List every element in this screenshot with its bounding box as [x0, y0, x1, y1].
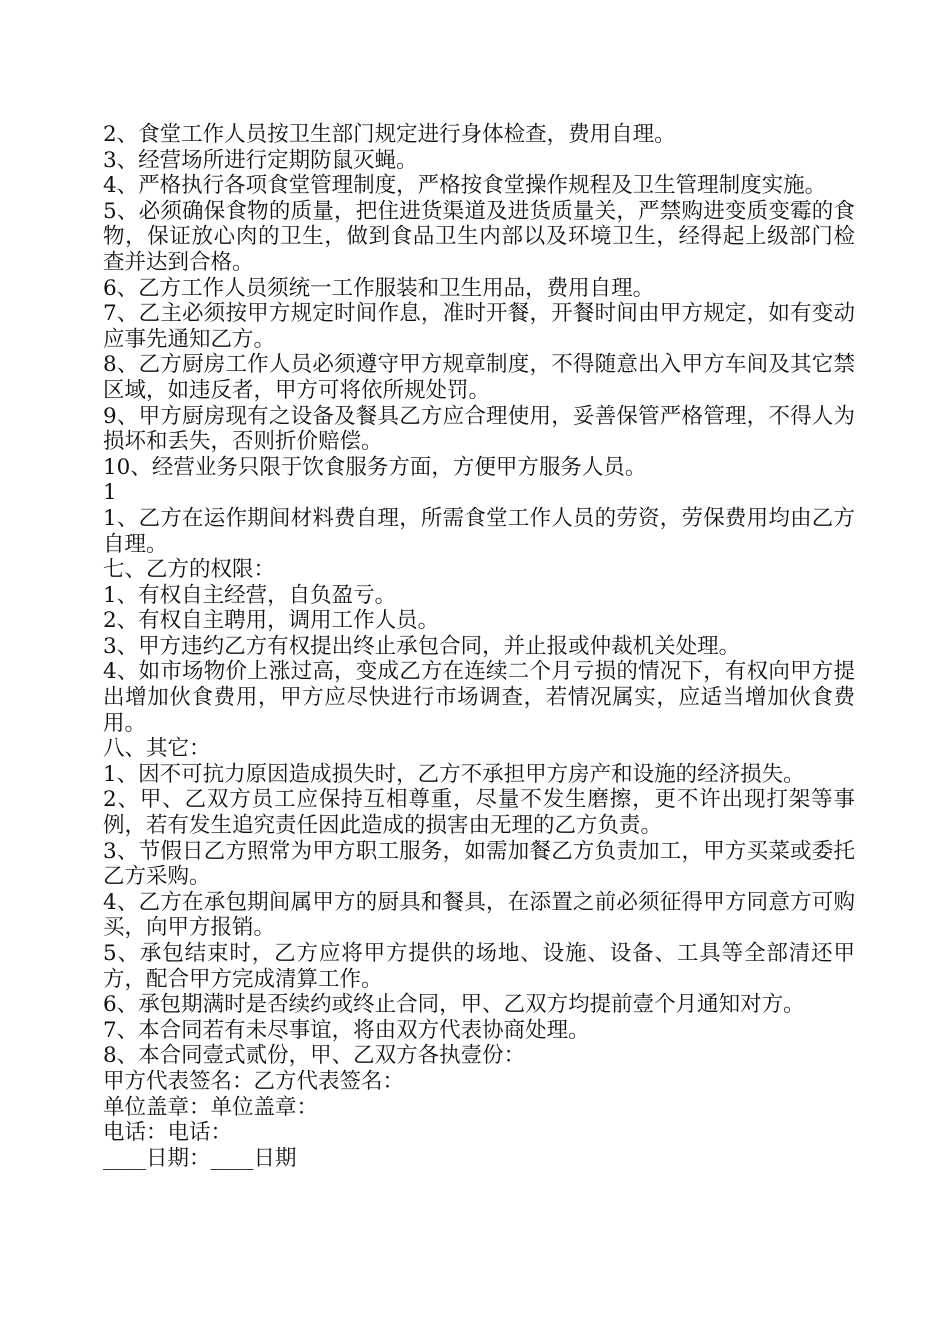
paragraph-holiday-service: 3、节假日乙方照常为甲方职工服务，如需加餐乙方负责加工，甲方买菜或委托乙方采购。 — [103, 838, 855, 890]
signature-line: 甲方代表签名：乙方代表签名： — [103, 1068, 405, 1094]
paragraph-material-costs: 1、乙方在运作期间材料费自理，所需食堂工作人员的劳资，劳保费用均由乙方自理。 — [103, 505, 855, 557]
paragraph-kitchenware-purchase: 4、乙方在承包期间属甲方的厨具和餐具，在添置之前必须征得甲方同意方可购买，向甲方报销。 — [103, 889, 855, 941]
paragraph-unresolved-matters: 7、本合同若有未尽事谊，将由双方代表协商处理。 — [103, 1017, 590, 1043]
paragraph-pest-control: 3、经营场所进行定期防鼠灭蝇。 — [103, 147, 418, 173]
paragraph-copies: 8、本合同壹式贰份，甲、乙双方各执壹份： — [103, 1043, 526, 1069]
paragraph-hygiene-checkup: 2、食堂工作人员按卫生部门规定进行身体检查，费用自理。 — [103, 122, 676, 147]
paragraph-equipment-care: 9、甲方厨房现有之设备及餐具乙方应合理使用，妥善保管严格管理，不得人为损坏和丢失，否则折价赔偿。 — [103, 403, 855, 455]
paragraph-mutual-respect: 2、甲、乙双方员工应保持互相尊重，尽量不发生磨擦，更不许出现打架等事例，若有发生追究责任因此造成的损害由无理的乙方负责。 — [103, 787, 855, 839]
paragraph-termination: 3、甲方违约乙方有权提出终止承包合同，并止报或仲裁机关处理。 — [103, 633, 741, 659]
paragraph-self-operation: 1、有权自主经营，自负盈亏。 — [103, 582, 397, 608]
seal-line: 单位盖章：单位盖章： — [103, 1094, 319, 1120]
paragraph-management-rules: 4、严格执行各项食堂管理制度，严格按食堂操作规程及卫生管理制度实施。 — [103, 173, 827, 199]
paragraph-food-quality: 5、必须确保食物的质量，把住进货渠道及进货质量关，严禁购进变质变霉的食物，保证放心肉的卫生，做到食品卫生内部以及环境卫生，经得起上级部门检查并达到合格。 — [103, 198, 855, 275]
paragraph-renewal-notice: 6、承包期满时是否续约或终止合同，甲、乙双方均提前壹个月通知对方。 — [103, 992, 805, 1018]
date-line: ____日期：____日期 — [103, 1145, 297, 1171]
section-heading-other: 八、其它： — [103, 736, 211, 762]
paragraph-hiring: 2、有权自主聘用，调用工作人员。 — [103, 608, 440, 634]
paragraph-page-number: 1 — [103, 480, 117, 506]
phone-line: 电话：电话： — [103, 1120, 233, 1146]
paragraph-price-increase: 4、如市场物价上涨过高，变成乙方在连续二个月亏损的情况下，有权向甲方提出增加伙食费用，甲方应尽快进行市场调查，若情况属实，应适当增加伙食费用。 — [103, 659, 855, 736]
document-body — [103, 122, 855, 1171]
paragraph-force-majeure: 1、因不可抗力原因造成损失时，乙方不承担甲方房产和设施的经济损失。 — [103, 761, 805, 787]
paragraph-uniforms: 6、乙方工作人员须统一工作服装和卫生用品，费用自理。 — [103, 275, 655, 301]
paragraph-business-scope: 10、经营业务只限于饮食服务方面，方便甲方服务人员。 — [103, 454, 647, 480]
paragraph-workplace-rules: 8、乙方厨房工作人员必须遵守甲方规章制度，不得随意出入甲方车间及其它禁区域，如违反者，甲方可将依所规处罚。 — [103, 352, 855, 403]
paragraph-contract-end: 5、承包结束时，乙方应将甲方提供的场地、设施、设备、工具等全部清还甲方，配合甲方完成清算工作。 — [103, 941, 855, 992]
paragraph-meal-schedule: 7、乙主必须按甲方规定时间作息，准时开餐，开餐时间由甲方规定，如有变动应事先通知乙方。 — [103, 301, 855, 352]
section-heading-rights: 七、乙方的权限： — [103, 557, 276, 583]
